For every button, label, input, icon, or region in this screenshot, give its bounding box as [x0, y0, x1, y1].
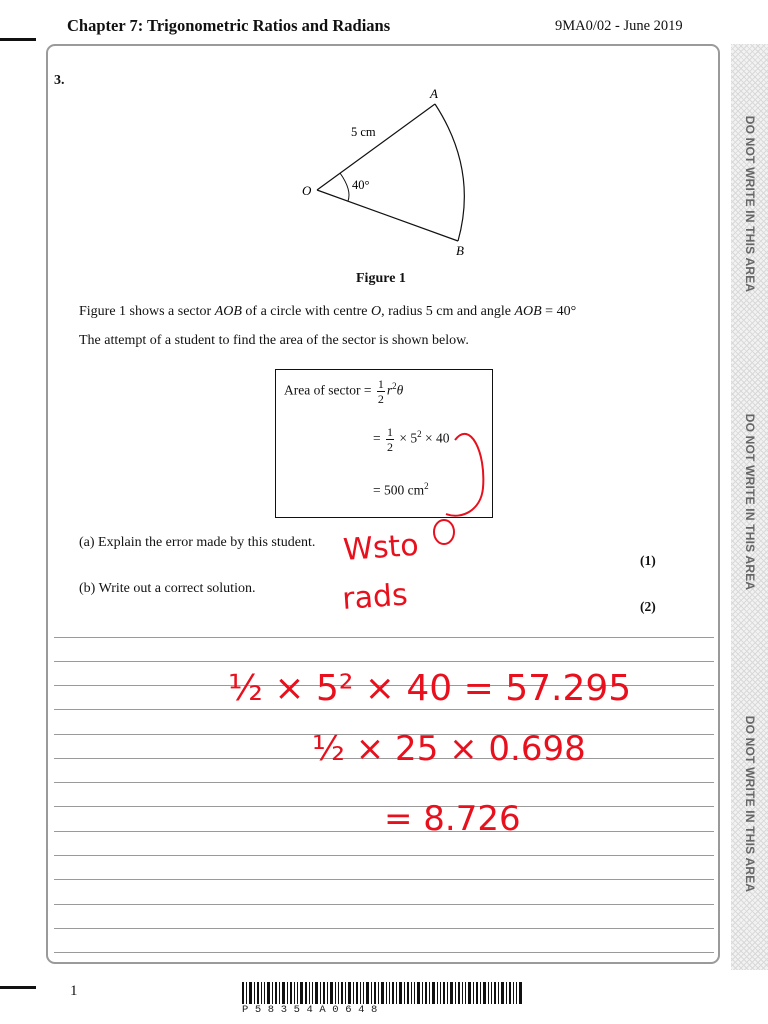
radius-oa — [317, 104, 435, 190]
answer-line — [54, 709, 714, 710]
part-a-question: (a) Explain the error made by this student. — [79, 535, 316, 550]
answer-line — [54, 879, 714, 880]
answer-line — [54, 685, 714, 686]
working-row-2: = $\frac{1}{2}$ × $5^2 \times 40$ — [373, 425, 450, 454]
label-a: A — [430, 86, 438, 101]
handwritten-solution-line2: ½ × 25 × 0.698 — [312, 729, 586, 769]
radius-label: 5 cm — [351, 125, 376, 139]
angle-label: 40° — [352, 178, 370, 192]
paper-code: 9MA0/02 - June 2019 — [555, 18, 683, 34]
handwritten-solution-line1: ½ × 5² × 40 = 57.295 — [228, 668, 632, 709]
answer-line — [54, 782, 714, 783]
answer-line — [54, 855, 714, 856]
margin-warning-middle: DO NOT WRITE IN THIS AREA — [743, 413, 757, 591]
answer-line — [54, 806, 714, 807]
answer-line — [54, 758, 714, 759]
student-working-box — [275, 369, 493, 518]
part-b-question: (b) Write out a correct solution. — [79, 581, 256, 596]
barcode — [242, 982, 522, 1004]
sector-figure — [290, 80, 490, 265]
margin-warning-bottom: DO NOT WRITE IN THIS AREA — [743, 715, 757, 893]
sector-arc — [435, 104, 464, 241]
label-o: O — [302, 183, 312, 198]
handwritten-answer-a-line1: Wsto — [342, 527, 420, 568]
radius-ob — [317, 190, 458, 241]
answer-line — [54, 637, 714, 638]
handwritten-solution-line3: = 8.726 — [384, 799, 521, 839]
answer-line — [54, 952, 714, 953]
top-margin-tick — [0, 38, 36, 41]
figure-caption: Figure 1 — [356, 271, 406, 286]
part-b-marks: (2) — [640, 599, 656, 614]
page-number: 1 — [70, 983, 78, 999]
barcode-text: P58354A0648 — [242, 1004, 384, 1016]
question-number: 3. — [54, 73, 65, 88]
question-intro: Figure 1 shows a sector AOB of a circle with centre O, radius 5 cm and angle AOB = 40° — [79, 304, 577, 319]
answer-line — [54, 661, 714, 662]
answer-line — [54, 904, 714, 905]
question-intro-line2: The attempt of a student to find the area of the sector is shown below. — [79, 333, 469, 348]
answer-line — [54, 734, 714, 735]
part-a-marks: (1) — [640, 553, 656, 568]
margin-warning-top: DO NOT WRITE IN THIS AREA — [743, 115, 757, 293]
working-row-1: Area of sector = $\frac{1}{2}$ $r^2\theta$ — [284, 377, 404, 406]
answer-line — [54, 928, 714, 929]
working-row-3: = 500 $cm^2$ — [373, 481, 429, 498]
answer-line — [54, 831, 714, 832]
chapter-title: Chapter 7: Trigonometric Ratios and Radians — [67, 16, 391, 35]
label-b: B — [456, 243, 464, 258]
bottom-margin-tick — [0, 986, 36, 989]
handwritten-answer-a-line2: rads — [341, 577, 409, 617]
angle-arc — [340, 173, 349, 201]
